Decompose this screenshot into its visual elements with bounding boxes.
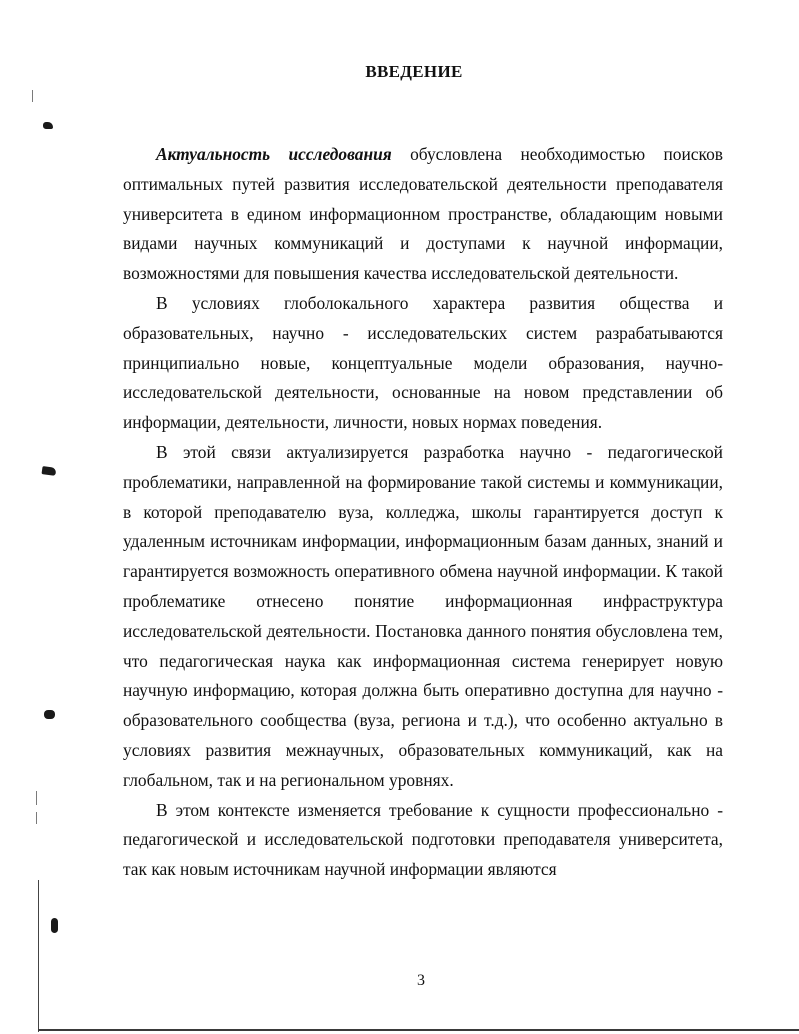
paragraph-actualization: В этой связи актуализируется разработка научно - педагогической проблематики, направленной на формирование такой системы и коммуникации, в которой преподавателю вуза, колледжа, школы гарантируется доступ к удаленным источникам информации, информационным базам данных, знаний и гарантируется возможность оперативного обмена научной информации. К такой проблематике отнесено понятие информационная инфраструктура исследовательской деятельности. Постановка данного понятия обусловлена тем, что педагогическая наука как информационная система генерирует новую научную информацию, которая должна быть оперативно доступна для научно - образовательного сообщества (вуза, региона и т.д.), что особенно актуально в условиях развития межнаучных, образовательных коммуникаций, как на глобальном, так и на региональном уровнях. <box>123 441 723 790</box>
scan-bottom-edge <box>38 1029 799 1031</box>
paragraph-context: В этом контексте изменяется требование к сущности профессионально - педагогической и исследовательской подготовки преподавателя университета, так как новым источникам научной информации являются <box>123 799 723 880</box>
scan-tick-mark <box>36 812 37 824</box>
paragraph-text: обусловлена необходимостью поисков оптимальных путей развития исследовательской деятельности преподавателя университета в едином информационном пространстве, обладающим новыми видами научных коммуникаций и доступами к научной информации, возможностями для повышения качества исследовательской деятельности. <box>123 144 724 284</box>
scan-ink-spot <box>43 122 53 129</box>
paragraph-glocal: В условиях глоболокального характера развития общества и образовательных, научно - исследовательских систем разрабатываются принципиально новые, концептуальные модели образования, научно-исследовательской деятельности, основанные на новом представлении об информации, деятельности, личности, новых нормах поведения. <box>123 292 723 433</box>
scan-tick-mark <box>36 791 37 805</box>
scan-left-edge <box>38 880 39 1032</box>
body-text <box>123 140 723 885</box>
page-number: 3 <box>417 972 425 989</box>
paragraph-relevance <box>123 140 723 289</box>
scan-ink-spot <box>44 710 55 719</box>
scan-tick-mark <box>32 90 33 102</box>
scan-ink-spot <box>42 466 57 476</box>
page-title: ВВЕДЕНИЕ <box>365 62 463 81</box>
scan-ink-spot <box>51 918 58 933</box>
paragraph-lead: Актуальность исследования <box>156 144 392 164</box>
